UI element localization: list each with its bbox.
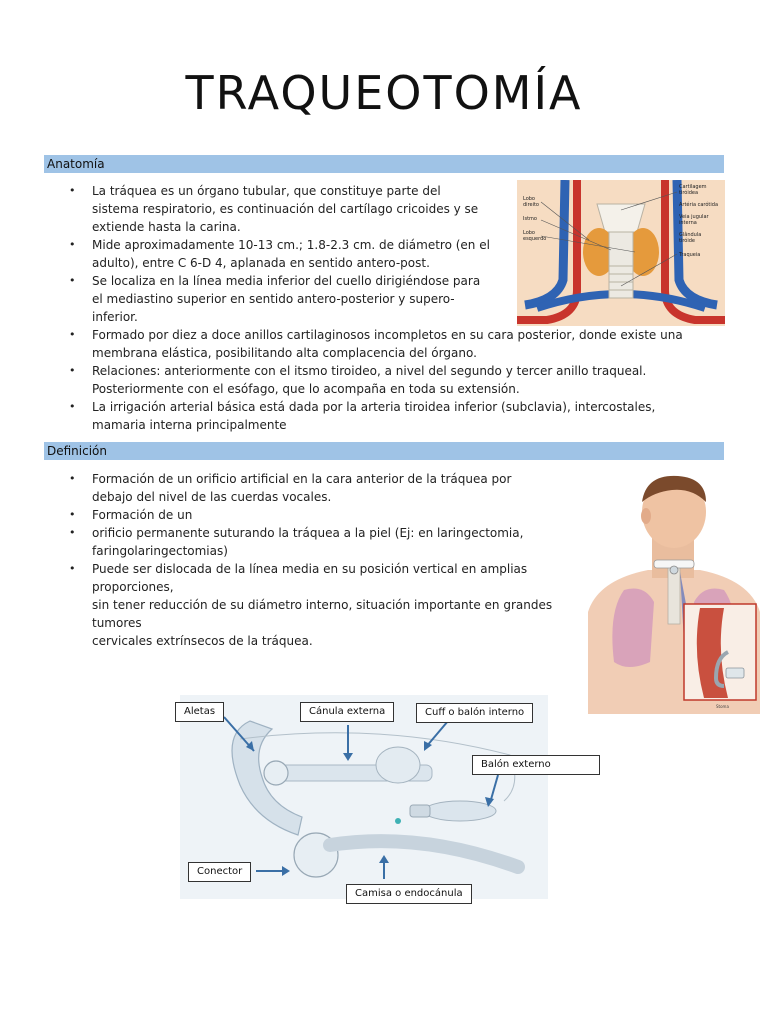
bullet-line: sistema respiratorio, es continuación del cartílago cricoides y se [92,202,479,216]
bullet-line: cervicales extrínsecos de la tráquea. [92,634,313,648]
bullet-item [44,236,502,272]
section-heading-anatomia: Anatomía [44,155,724,173]
label-veia-jugular: Veia jugular [679,214,709,220]
bullet-line: • La irrigación arterial básica está dada por la arteria tiroidea inferior (subclavia), intercostales, [92,400,656,414]
anatomia-bullet-list-narrow [44,182,502,326]
bullet-line: • Formado por diez a doce anillos cartilaginosos incompletos en su cara posterior, donde existe una [92,328,683,342]
bullet-item [44,182,502,236]
bullet-line: • Formación de un [92,508,193,522]
arrowhead-canula-externa [343,753,353,761]
inner-cannula [330,841,518,867]
label-lobo-esquerdo-2: esquerdo [523,236,547,242]
bullet-line: • Formación de un orificio artificial en la cara anterior de la tráquea por [92,472,512,486]
bullet-line: • Relaciones: anteriormente con el itsmo tiroideo, a nivel del segundo y tercer anillo traqueal. [92,364,647,378]
cannula-hub [264,761,288,785]
label-veia-jugular-2: interna [679,220,697,226]
label-cartilagem: Cartilagem [679,184,707,190]
label-istmo: Istmo [523,216,537,222]
label-cartilagem-2: tiróidea [679,190,699,196]
bullet-line: membrana elástica, posibilitando alta complacencia del órgano. [92,346,477,360]
anatomia-bullet-list-wide [44,326,715,434]
bullet-item [44,326,715,362]
callout-balon-externo: Balón externo [472,755,600,775]
thyroid-trachea-illustration [517,180,725,326]
bullet-item [44,272,502,326]
arrow-cuff [426,721,448,747]
bullet-item [44,470,570,506]
callout-camisa: Camisa o endocánula [346,884,472,904]
tracheostomy-tube-opening [670,566,678,574]
label-glandula-2: tiróide [679,238,695,244]
bullet-line: sin tener reducción de su diámetro interno, situación importante en grandes [92,598,553,612]
bullet-line: debajo del nivel de las cuerdas vocales. [92,490,332,504]
label-arteria-carotida: Artéria carótida [679,202,719,208]
definicion-bullet-list [44,470,570,650]
left-lung [612,589,654,668]
trachea [609,232,633,298]
stoma-caption: Stoma [716,704,729,709]
tube-connector [726,668,744,678]
page-title: TRAQUEOTOMÍA [185,66,583,120]
bullet-line: proporciones, [92,580,174,594]
tracheostomy-patient-illustration [588,472,760,714]
thyroid-cartilage [597,204,645,232]
valve-body [410,805,430,817]
callout-conector: Conector [188,862,251,882]
callout-cuff: Cuff o balón interno [416,703,533,723]
arrowhead-conector [282,866,290,876]
label-lobo-direito: Lobo [523,196,535,202]
bullet-line: Posteriormente con el esófago, que lo acompaña en toda su extensión. [92,382,520,396]
bullet-line: • Mide aproximadamente 10-13 cm.; 1.8-2.3 cm. de diámetro (en el [92,238,490,252]
label-lobo-esquerdo: Lobo [523,230,535,236]
bullet-line: el mediastino superior en sentido antero-posterior y supero- [92,292,455,306]
callout-aletas: Aletas [175,702,224,722]
bullet-item [44,398,715,434]
bullet-line: mamaria interna principalmente [92,418,287,432]
label-lobo-direito-2: direito [523,202,539,208]
bullet-line: tumores [92,616,142,630]
bullet-line: • orificio permanente suturando la tráquea a la piel (Ej: en laringectomia, [92,526,524,540]
external-balloon [424,801,496,821]
valve-tip [395,818,401,824]
bullet-line: faringolaringectomias) [92,544,228,558]
bullet-item [44,524,570,560]
bullet-item [44,560,570,650]
bullet-line: • Se localiza en la línea media inferior del cuello dirigiéndose para [92,274,481,288]
bullet-line: • La tráquea es un órgano tubular, que constituye parte del [92,184,441,198]
bullet-line: extiende hasta la carina. [92,220,241,234]
cuff-balloon [376,747,420,783]
bullet-line: adulto), entre C 6-D 4, aplanada en sentido antero-post. [92,256,430,270]
arrowhead-camisa [379,855,389,863]
bullet-item [44,362,715,398]
label-traqueia: Traqueia [679,252,701,258]
callout-canula-externa: Cánula externa [300,702,394,722]
bullet-item [44,506,570,524]
label-glandula: Glândula [679,232,702,238]
bullet-line: • Puede ser dislocada de la línea media en su posición vertical en amplias [92,562,528,576]
bullet-line: inferior. [92,310,138,324]
ear [641,508,651,524]
section-heading-definicion: Definición [44,442,724,460]
